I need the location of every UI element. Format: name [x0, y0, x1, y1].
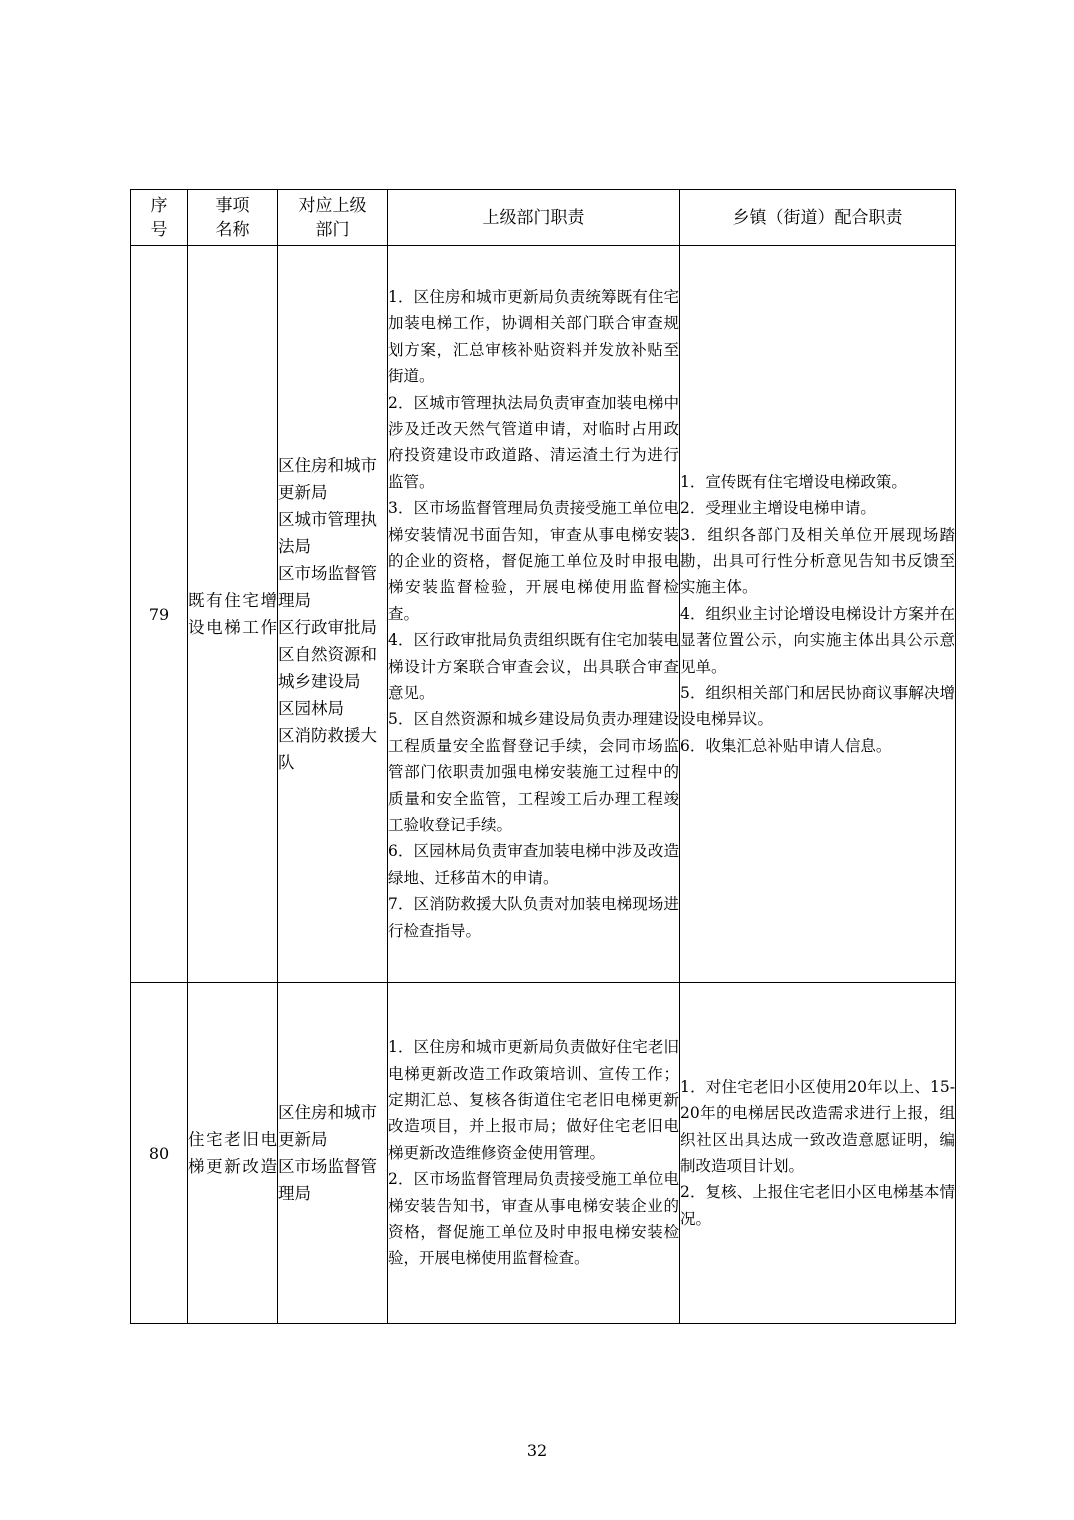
header-seq: 序 号 — [131, 190, 188, 246]
row-number: 79 — [131, 246, 188, 983]
table-row-79 — [131, 246, 956, 983]
duty-item: 1．宣传既有住宅增设电梯政策。 — [680, 472, 907, 491]
duty-item: 7．区消防救援大队负责对加装电梯现场进行检查指导。 — [388, 895, 679, 940]
department-list — [278, 983, 388, 1324]
item-name: 既有住宅增设电梯工作 — [188, 246, 278, 983]
header-upper-department: 对应上级 部门 — [278, 190, 388, 246]
upper-duties — [388, 983, 680, 1324]
header-town-duties: 乡镇（街道）配合职责 — [680, 190, 956, 246]
duty-item: 3．区市场监督管理局负责接受施工单位电梯安装情况书面告知，审查从事电梯安装的企业的资格，督促施工单位及时申报电梯安装监督检验，开展电梯使用监督检查。 — [388, 499, 679, 623]
header-item-name: 事项 名称 — [188, 190, 278, 246]
duty-item: 4．组织业主讨论增设电梯设计方案并在显著位置公示，向实施主体出具公示意见单。 — [680, 604, 955, 676]
upper-duties — [388, 246, 680, 983]
page-number: 32 — [526, 1441, 548, 1460]
duty-item: 5．区自然资源和城乡建设局负责办理建设工程质量安全监督登记手续，会同市场监管部门依职责加强电梯安装施工过程中的质量和安全监管，工程竣工后办理工程竣工验收登记手续。 — [388, 710, 679, 835]
row-number: 80 — [131, 983, 188, 1324]
header-upper-duties: 上级部门职责 — [388, 190, 680, 246]
department-list — [278, 246, 388, 983]
department-item: 区住房和城市更新局 — [278, 1103, 377, 1149]
town-duties — [680, 246, 956, 983]
duty-item: 6．收集汇总补贴申请人信息。 — [680, 736, 892, 755]
header-row — [131, 190, 956, 246]
department-item: 区市场监督管理局 — [278, 1157, 377, 1203]
department-item: 区园林局 — [278, 699, 344, 718]
duty-item: 2．受理业主增设电梯申请。 — [680, 499, 876, 518]
duty-item: 4．区行政审批局负责组织既有住宅加装电梯设计方案联合审查会议，出具联合审查意见。 — [388, 631, 679, 703]
department-item: 区住房和城市更新局 — [278, 456, 377, 502]
duty-item: 1．区住房和城市更新局负责统筹既有住宅加装电梯工作，协调相关部门联合审查规划方案，汇总审核补贴资料并发放补贴至街道。 — [388, 287, 679, 386]
duty-item: 3．组织各部门及相关单位开展现场踏勘，出具可行性分析意见告知书反馈至实施主体。 — [680, 525, 955, 597]
table-row-80 — [131, 983, 956, 1324]
department-item: 区消防救援大队 — [278, 726, 377, 772]
duty-item: 5．组织相关部门和居民协商议事解决增设电梯异议。 — [680, 684, 955, 729]
duty-table — [130, 189, 956, 1324]
department-item: 区市场监督管理局 — [278, 564, 377, 610]
town-duties — [680, 983, 956, 1324]
duty-item: 1．区住房和城市更新局负责做好住宅老旧电梯更新改造工作政策培训、宣传工作；定期汇总、复核各街道住宅老旧电梯更新改造项目，并上报市局；做好住宅老旧电梯更新改造维修资金使用管理。 — [388, 1038, 679, 1162]
department-item: 区行政审批局 — [278, 618, 377, 637]
item-name: 住宅老旧电梯更新改造 — [188, 983, 278, 1324]
department-item: 区自然资源和城乡建设局 — [278, 645, 377, 691]
department-item: 区城市管理执法局 — [278, 510, 377, 556]
duty-item: 6．区园林局负责审查加装电梯中涉及改造绿地、迁移苗木的申请。 — [388, 842, 679, 887]
duty-item: 2．复核、上报住宅老旧小区电梯基本情况。 — [680, 1183, 955, 1228]
duty-item: 2．区城市管理执法局负责审查加装电梯中涉及迁改天然气管道申请，对临时占用政府投资建设市政道路、清运渣土行为进行监管。 — [388, 393, 679, 491]
duty-item: 2．区市场监督管理局负责接受施工单位电梯安装告知书，审查从事电梯安装企业的资格，督促施工单位及时申报电梯安装检验，开展电梯使用监督检查。 — [388, 1170, 679, 1268]
duty-item: 1．对住宅老旧小区使用20年以上、15-20年的电梯居民改造需求进行上报，组织社区出具达成一致改造意愿证明，编制改造项目计划。 — [680, 1077, 955, 1175]
